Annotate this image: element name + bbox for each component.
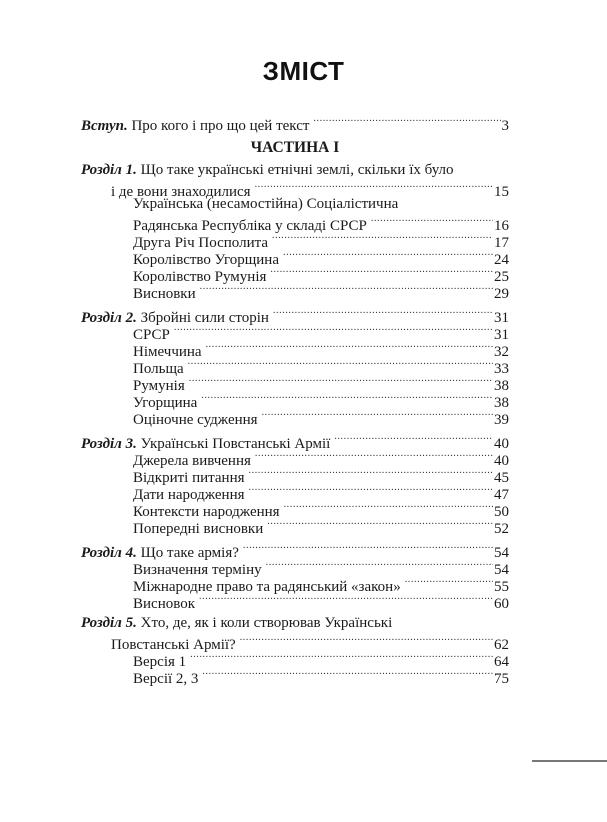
chapter-2 [81,305,509,428]
section-title: Джерела вивчення [133,453,251,469]
chapter-label: Розділ 2. [81,310,137,326]
page-number: 55 [494,579,509,595]
page-number: 39 [494,412,509,428]
footer-rule [532,760,607,762]
page-number: 52 [494,521,509,537]
leader-dots [200,281,493,298]
leader-dots [190,649,493,666]
leader-dots [262,407,493,424]
leader-dots [334,431,493,448]
section-title: Королівство Румунія [133,269,267,285]
toc-chapter[interactable] [81,431,509,452]
chapter-label: Розділ 1. [81,162,137,178]
leader-dots [201,390,493,407]
page-number: 75 [494,671,509,687]
page-number: 40 [494,436,509,452]
part-heading: ЧАСТИНА І [250,139,340,156]
chapter-label: Розділ 3. [81,436,137,452]
leader-dots [313,113,500,130]
section-title: Польща [133,361,184,377]
leader-dots [189,373,493,390]
page-number: 3 [501,118,509,134]
leader-dots [371,213,493,230]
page-number: 29 [494,286,509,302]
page-number: 31 [494,327,509,343]
leader-dots [174,322,493,339]
leader-dots [206,339,493,356]
section-title: Королівство Угорщина [133,252,279,268]
leader-dots [283,247,493,264]
leader-dots [240,632,493,649]
chapter-title-line[interactable] [81,162,509,179]
chapter-title: Збройні сили сторін [140,310,269,326]
section-title: Версія 1 [133,654,187,670]
section-title: Висновки [133,286,196,302]
chapter-title-line[interactable] [81,179,509,200]
section-title: Німеччина [133,344,202,360]
page-number: 32 [494,344,509,360]
intro-label: Вступ. [81,118,128,134]
section-title: Угорщина [133,395,198,411]
toc-chapter[interactable] [81,540,509,561]
page-number: 54 [494,562,509,578]
chapter-title-cont: Повстанські Армії? [111,637,236,653]
leader-dots [405,574,493,591]
section-title: Висновок [133,596,195,612]
chapter-title: Що таке українські етнічні землі, скільки їх було [140,162,454,178]
section-title: Румунія [133,378,185,394]
toc-chapter[interactable] [81,305,509,326]
page-number: 62 [494,637,509,653]
page-number: 50 [494,504,509,520]
page-number: 38 [494,378,509,394]
page-number: 45 [494,470,509,486]
chapter-3 [81,431,509,537]
page-number: 60 [494,596,509,612]
section-title: Міжнародне право та радянський «закон» [133,579,401,595]
section-title: СРСР [133,327,170,343]
chapter-1 [81,162,509,302]
page-number: 47 [494,487,509,503]
page-number: 25 [494,269,509,285]
leader-dots [243,540,493,557]
toc-section[interactable] [81,213,509,234]
page-number: 15 [494,184,509,200]
section-title: Попередні висновки [133,521,264,537]
section-title: Версії 2, 3 [133,671,199,687]
section-title-line[interactable] [81,196,509,213]
toc-entry-intro[interactable] [81,113,509,134]
page-number: 17 [494,235,509,251]
chapter-5 [81,615,509,687]
chapter-label: Розділ 4. [81,545,137,561]
section-title: Відкриті питання [133,470,245,486]
section-title: Оціночне судження [133,412,258,428]
chapter-title-line[interactable] [81,615,509,632]
chapter-title: Хто, де, як і коли створював Українські [140,615,393,631]
page-number: 24 [494,252,509,268]
leader-dots [270,264,493,281]
leader-dots [199,591,493,608]
chapter-4 [81,540,509,612]
leader-dots [249,482,494,499]
table-of-contents [81,110,509,690]
section-title: Радянська Республіка у складі СРСР [133,218,367,234]
page-title: ЗМІСТ [262,56,345,86]
leader-dots [255,448,493,465]
leader-dots [273,305,493,322]
intro-title: Про кого і про що цей текст [131,118,310,134]
leader-dots [272,230,493,247]
page-number: 38 [494,395,509,411]
chapter-title-cont: і де вони знаходилися [111,184,251,200]
page-number: 64 [494,654,509,670]
section-title: Контексти народження [133,504,280,520]
section-title: Дати народження [133,487,245,503]
leader-dots [202,666,493,683]
page-number: 40 [494,453,509,469]
leader-dots [284,499,493,516]
leader-dots [255,179,493,196]
page-number: 33 [494,361,509,377]
page-number: 31 [494,310,509,326]
page-number: 16 [494,218,509,234]
chapter-title-line[interactable] [81,632,509,653]
leader-dots [266,557,493,574]
leader-dots [249,465,494,482]
chapter-title: Що таке армія? [140,545,239,561]
chapter-title: Українські Повстанські Армії [140,436,331,452]
section-title: Українська (несамостійна) Соціалістична [133,196,399,212]
chapter-label: Розділ 5. [81,615,137,631]
leader-dots [188,356,493,373]
leader-dots [267,516,493,533]
section-title: Друга Річ Посполита [133,235,268,251]
section-title: Визначення терміну [133,562,262,578]
page-number: 54 [494,545,509,561]
